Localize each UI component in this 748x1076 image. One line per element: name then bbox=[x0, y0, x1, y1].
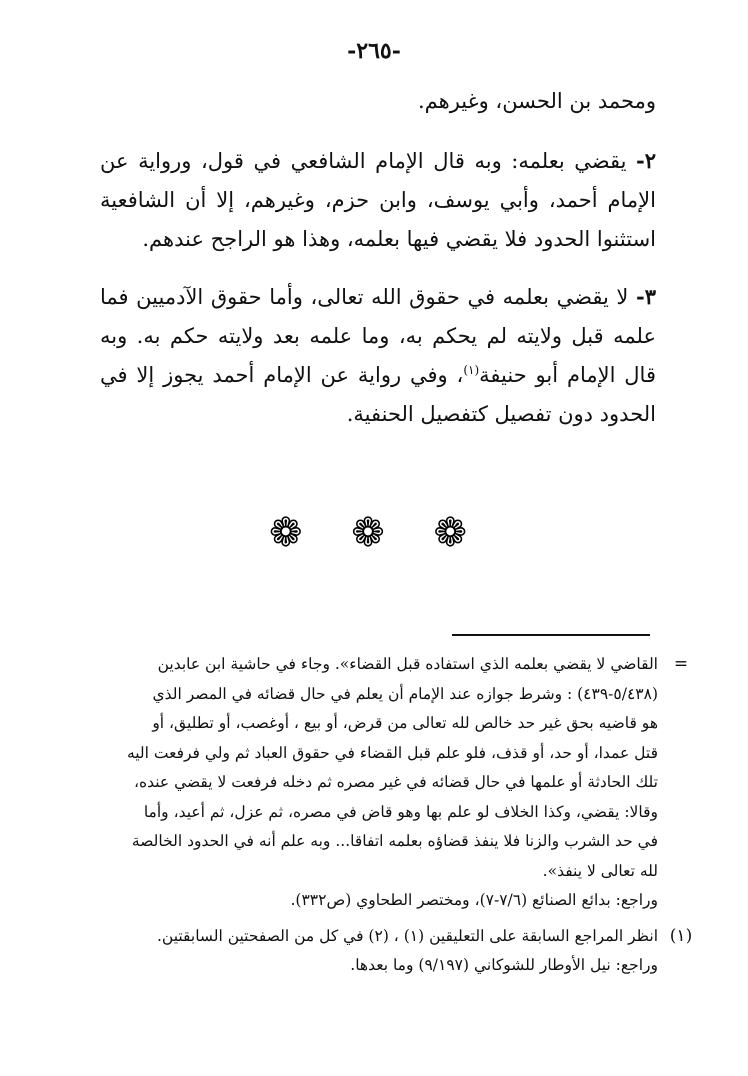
paragraph-3 bbox=[100, 277, 656, 434]
intro-line: ومحمد بن الحسن، وغيرهم. bbox=[417, 89, 656, 113]
footnote-line: هو قاضيه بحق غير حد خالص لله تعالى من قرض، أو بيع ، أوغصب، أو تطليق، أو bbox=[152, 714, 658, 732]
paragraph-3-number: ٣- bbox=[635, 284, 656, 309]
flower-ornament-icon: ❁ bbox=[433, 510, 479, 556]
footnote-separator bbox=[452, 634, 650, 636]
footnote-line: وراجع: نيل الأوطار للشوكاني (٩/١٩٧) وما بعدها. bbox=[350, 956, 658, 974]
paragraph-3-text-b: ، وفي رواية عن الإمام أحمد يجوز إلا في الحدود دون تفصيل كتفصيل الحنفية. bbox=[100, 363, 656, 426]
continuation-marker: = bbox=[673, 654, 689, 674]
footnote-line: لله تعالى لا ينفذ». bbox=[542, 861, 658, 880]
paragraph-3-text-a: لا يقضي بعلمه في حقوق الله تعالى، وأما حقوق الآدميين فما علمه قبل ولايته لم يحكم به، وما علمه بعد ولايته حكم به. وبه قال الإمام أبو حنيفة bbox=[100, 285, 656, 387]
footnote-line: انظر المراجع السابقة على التعليقين (١) ، (٢) في كل من الصفحتين السابقتين. bbox=[156, 926, 658, 945]
footnote-line: في حد الشرب والزنا فلا ينفذ قضاؤه بعلمه اتفاقا... وبه علم أنه في الحدود الخالصة bbox=[131, 832, 658, 850]
footnote-line: تلك الحادثة أو علمها في حال قضائه في غير مصره ثم دخله فرفعت لا يقضي عنده، bbox=[133, 773, 658, 791]
footnote-1 bbox=[92, 922, 693, 981]
footnote-line: وقالا: يقضي، وكذا الخلاف لو علم بها وهو قاض في مصره، ثم عزل، ثم أعيد، وأما bbox=[143, 802, 658, 821]
main-text bbox=[100, 82, 656, 452]
paragraph-2-number: ٢- bbox=[635, 148, 656, 173]
footnote-continued bbox=[92, 650, 689, 916]
paragraph-2-text: يقضي بعلمه: وبه قال الإمام الشافعي في قول، ورواية عن الإمام أحمد، وأبي يوسف، وابن حزم، وغيرهم، إلا أن الشافعية استثنوا الحدود فلا يقضي فيها بعلمه، وهذا هو الراجح عندهم. bbox=[100, 149, 656, 251]
flower-ornament-icon: ❁ bbox=[269, 510, 315, 556]
footnote-1-marker: (١) bbox=[669, 925, 693, 946]
footnote-line: قتل عمدا، أو حد، أو قذف، فلو علم قبل القضاء في حقوق العباد ثم ولي فرفعت اليه bbox=[126, 743, 658, 762]
paragraph-2 bbox=[100, 141, 656, 259]
page-number: -٢٦٥- bbox=[347, 38, 401, 64]
footnote-reference-1[interactable]: (١) bbox=[463, 363, 480, 377]
footnotes bbox=[92, 650, 693, 981]
flower-ornament-icon: ❁ bbox=[351, 510, 397, 556]
footnote-line: (٥/٤٣٨-٤٣٩) : وشرط جوازه عند الإمام أن يعلم في حال قضائه في المصر الذي bbox=[152, 684, 658, 703]
footnote-line: القاضي لا يقضي بعلمه الذي استفاده قبل القضاء». وجاء في حاشية ابن عابدين bbox=[157, 655, 658, 673]
footnote-line: وراجع: بدائع الصنائع (٧/٦-٧)، ومختصر الطحاوي (ص٣٣٢). bbox=[290, 891, 658, 909]
section-divider-ornaments bbox=[0, 510, 748, 556]
